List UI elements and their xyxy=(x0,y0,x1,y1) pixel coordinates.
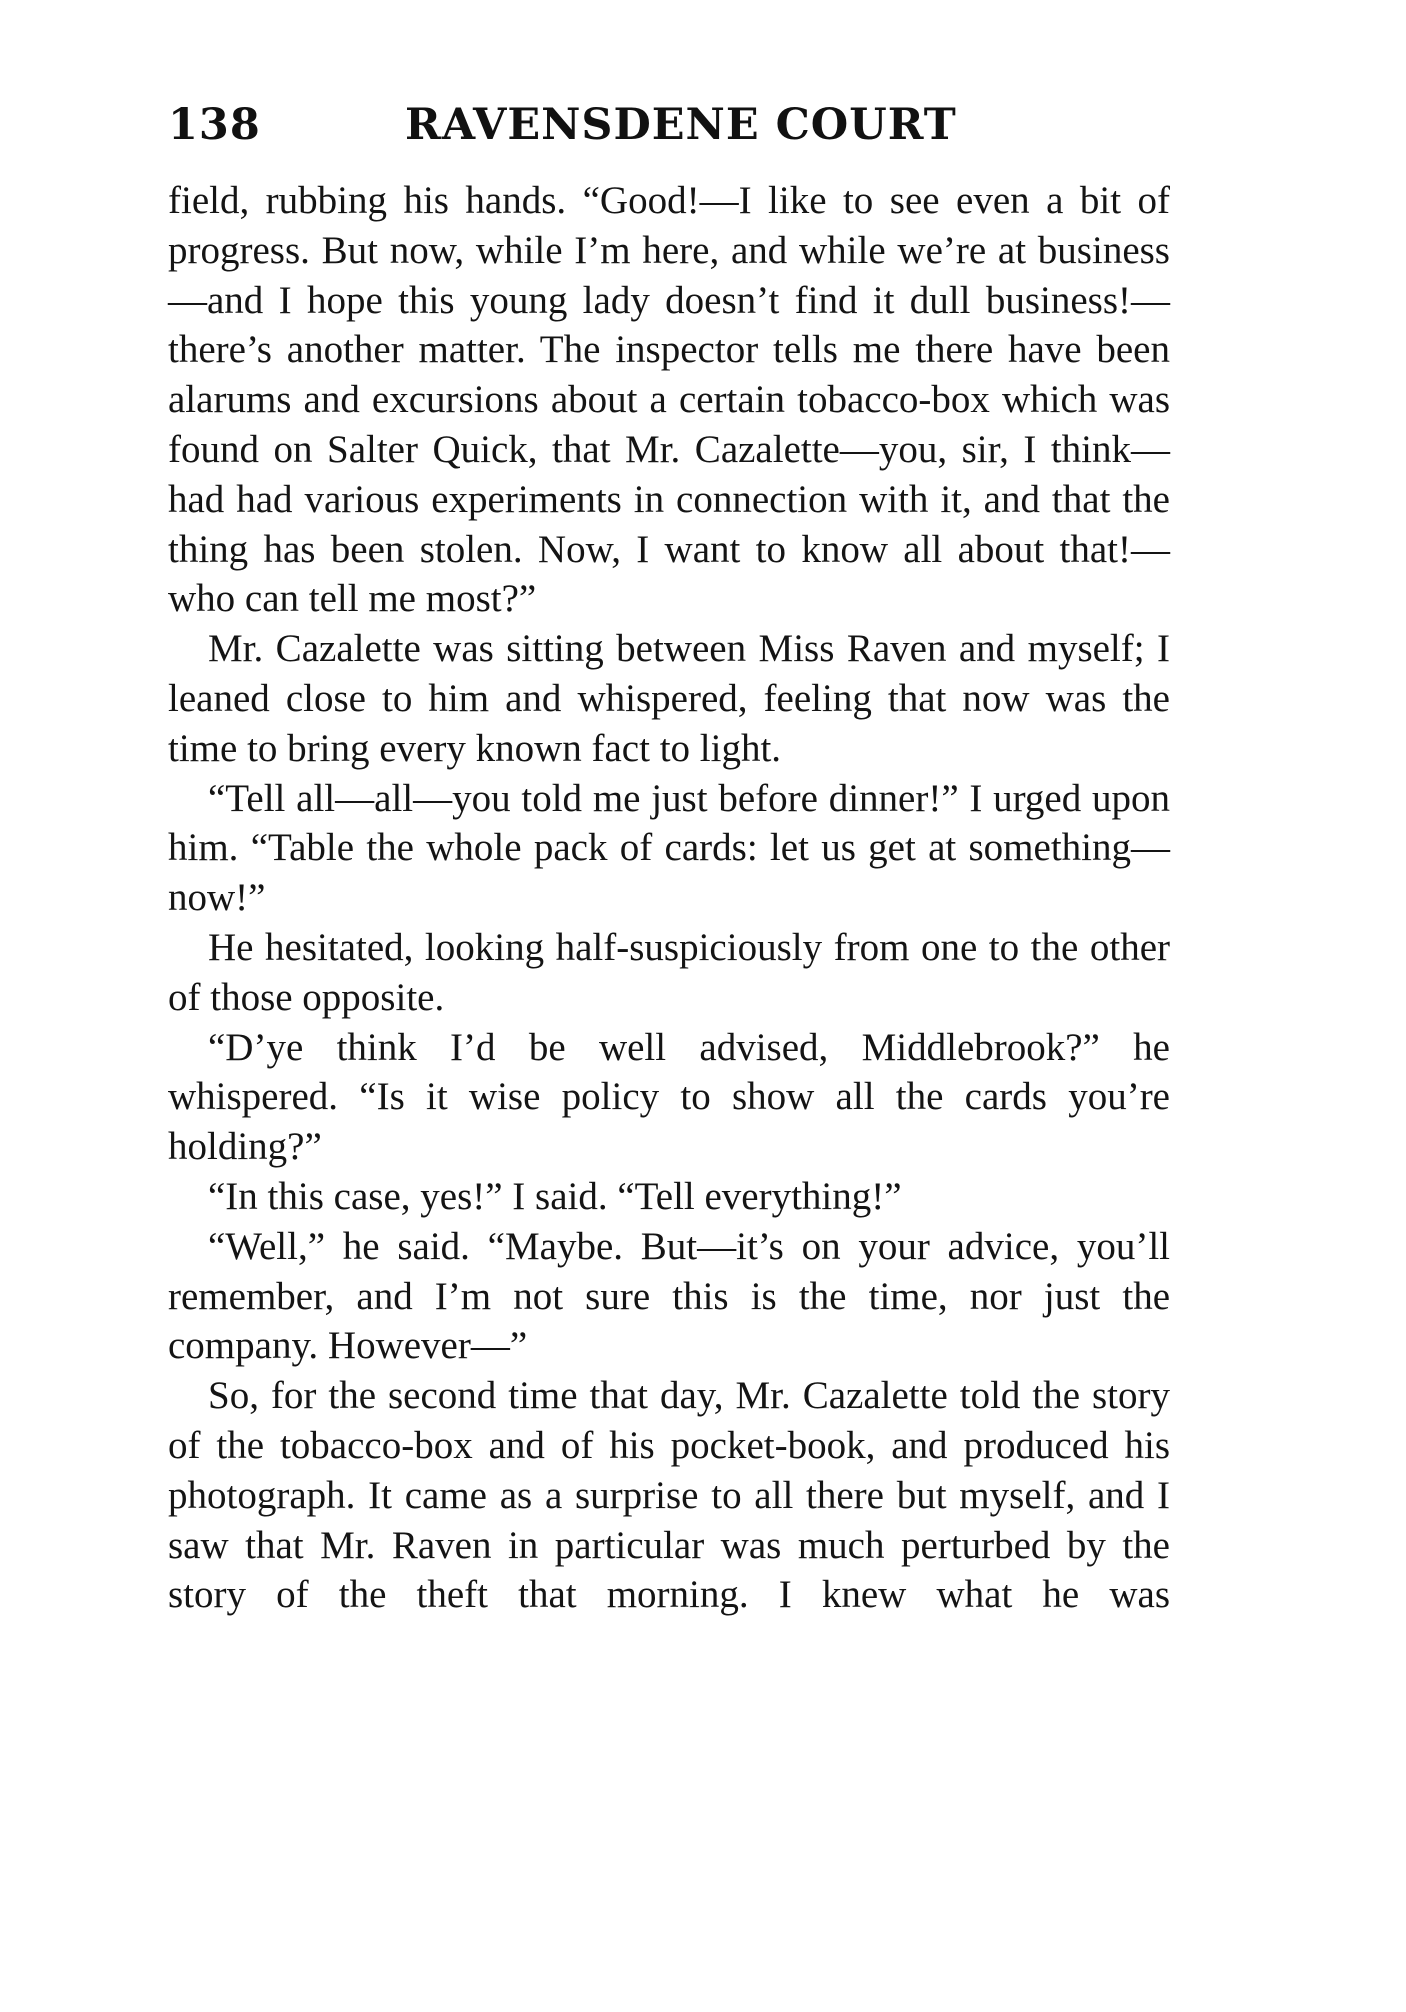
page-number: 138 xyxy=(168,100,261,150)
paragraph: “D’ye think I’d be well advised, Middlebrook?” he whispered. “Is it wise policy to show all the cards you’re holding?” xyxy=(168,1025,1170,1169)
paragraph: field, rubbing his hands. “Good!—I like to see even a bit of progress. But now, while I’m here, and while we’re at business—and I hope this young lady doesn’t find it dull business!—there’s another matter. The inspector tells me there have been alarums and excursions about a certain tobacco-box which was found on Salter Quick, that Mr. Cazalette—you, sir, I think—had had various experiments in connection with it, and that the thing has been stolen. Now, I want to know all about that!—who can tell me most?” xyxy=(168,179,1170,621)
paragraph: So, for the second time that day, Mr. Cazalette told the story of the tobacco-box and of his pocket-book, and produced his photograph. It came as a surprise to all there but myself, and I saw that Mr. Raven in particular was much perturbed by the story of the theft that morning. I knew what he was xyxy=(168,1374,1170,1617)
paragraph: He hesitated, looking half-suspiciously from one to the other of those opposite. xyxy=(168,925,1170,1019)
paragraph: “Well,” he said. “Maybe. But—it’s on your advice, you’ll remember, and I’m not sure this is the time, nor just the company. However—” xyxy=(168,1224,1170,1368)
paragraph: “In this case, yes!” I said. “Tell everything!” xyxy=(208,1174,902,1218)
body-text xyxy=(168,176,1170,1620)
paragraph: “Tell all—all—you told me just before dinner!” I urged upon him. “Table the whole pack of cards: let us get at something—now!” xyxy=(168,776,1170,920)
running-title: RAVENSDENE COURT xyxy=(405,100,957,150)
paragraph: Mr. Cazalette was sitting between Miss Raven and myself; I leaned close to him and whispered, feeling that now was the time to bring every known fact to light. xyxy=(168,627,1170,770)
page-header xyxy=(168,100,1168,160)
